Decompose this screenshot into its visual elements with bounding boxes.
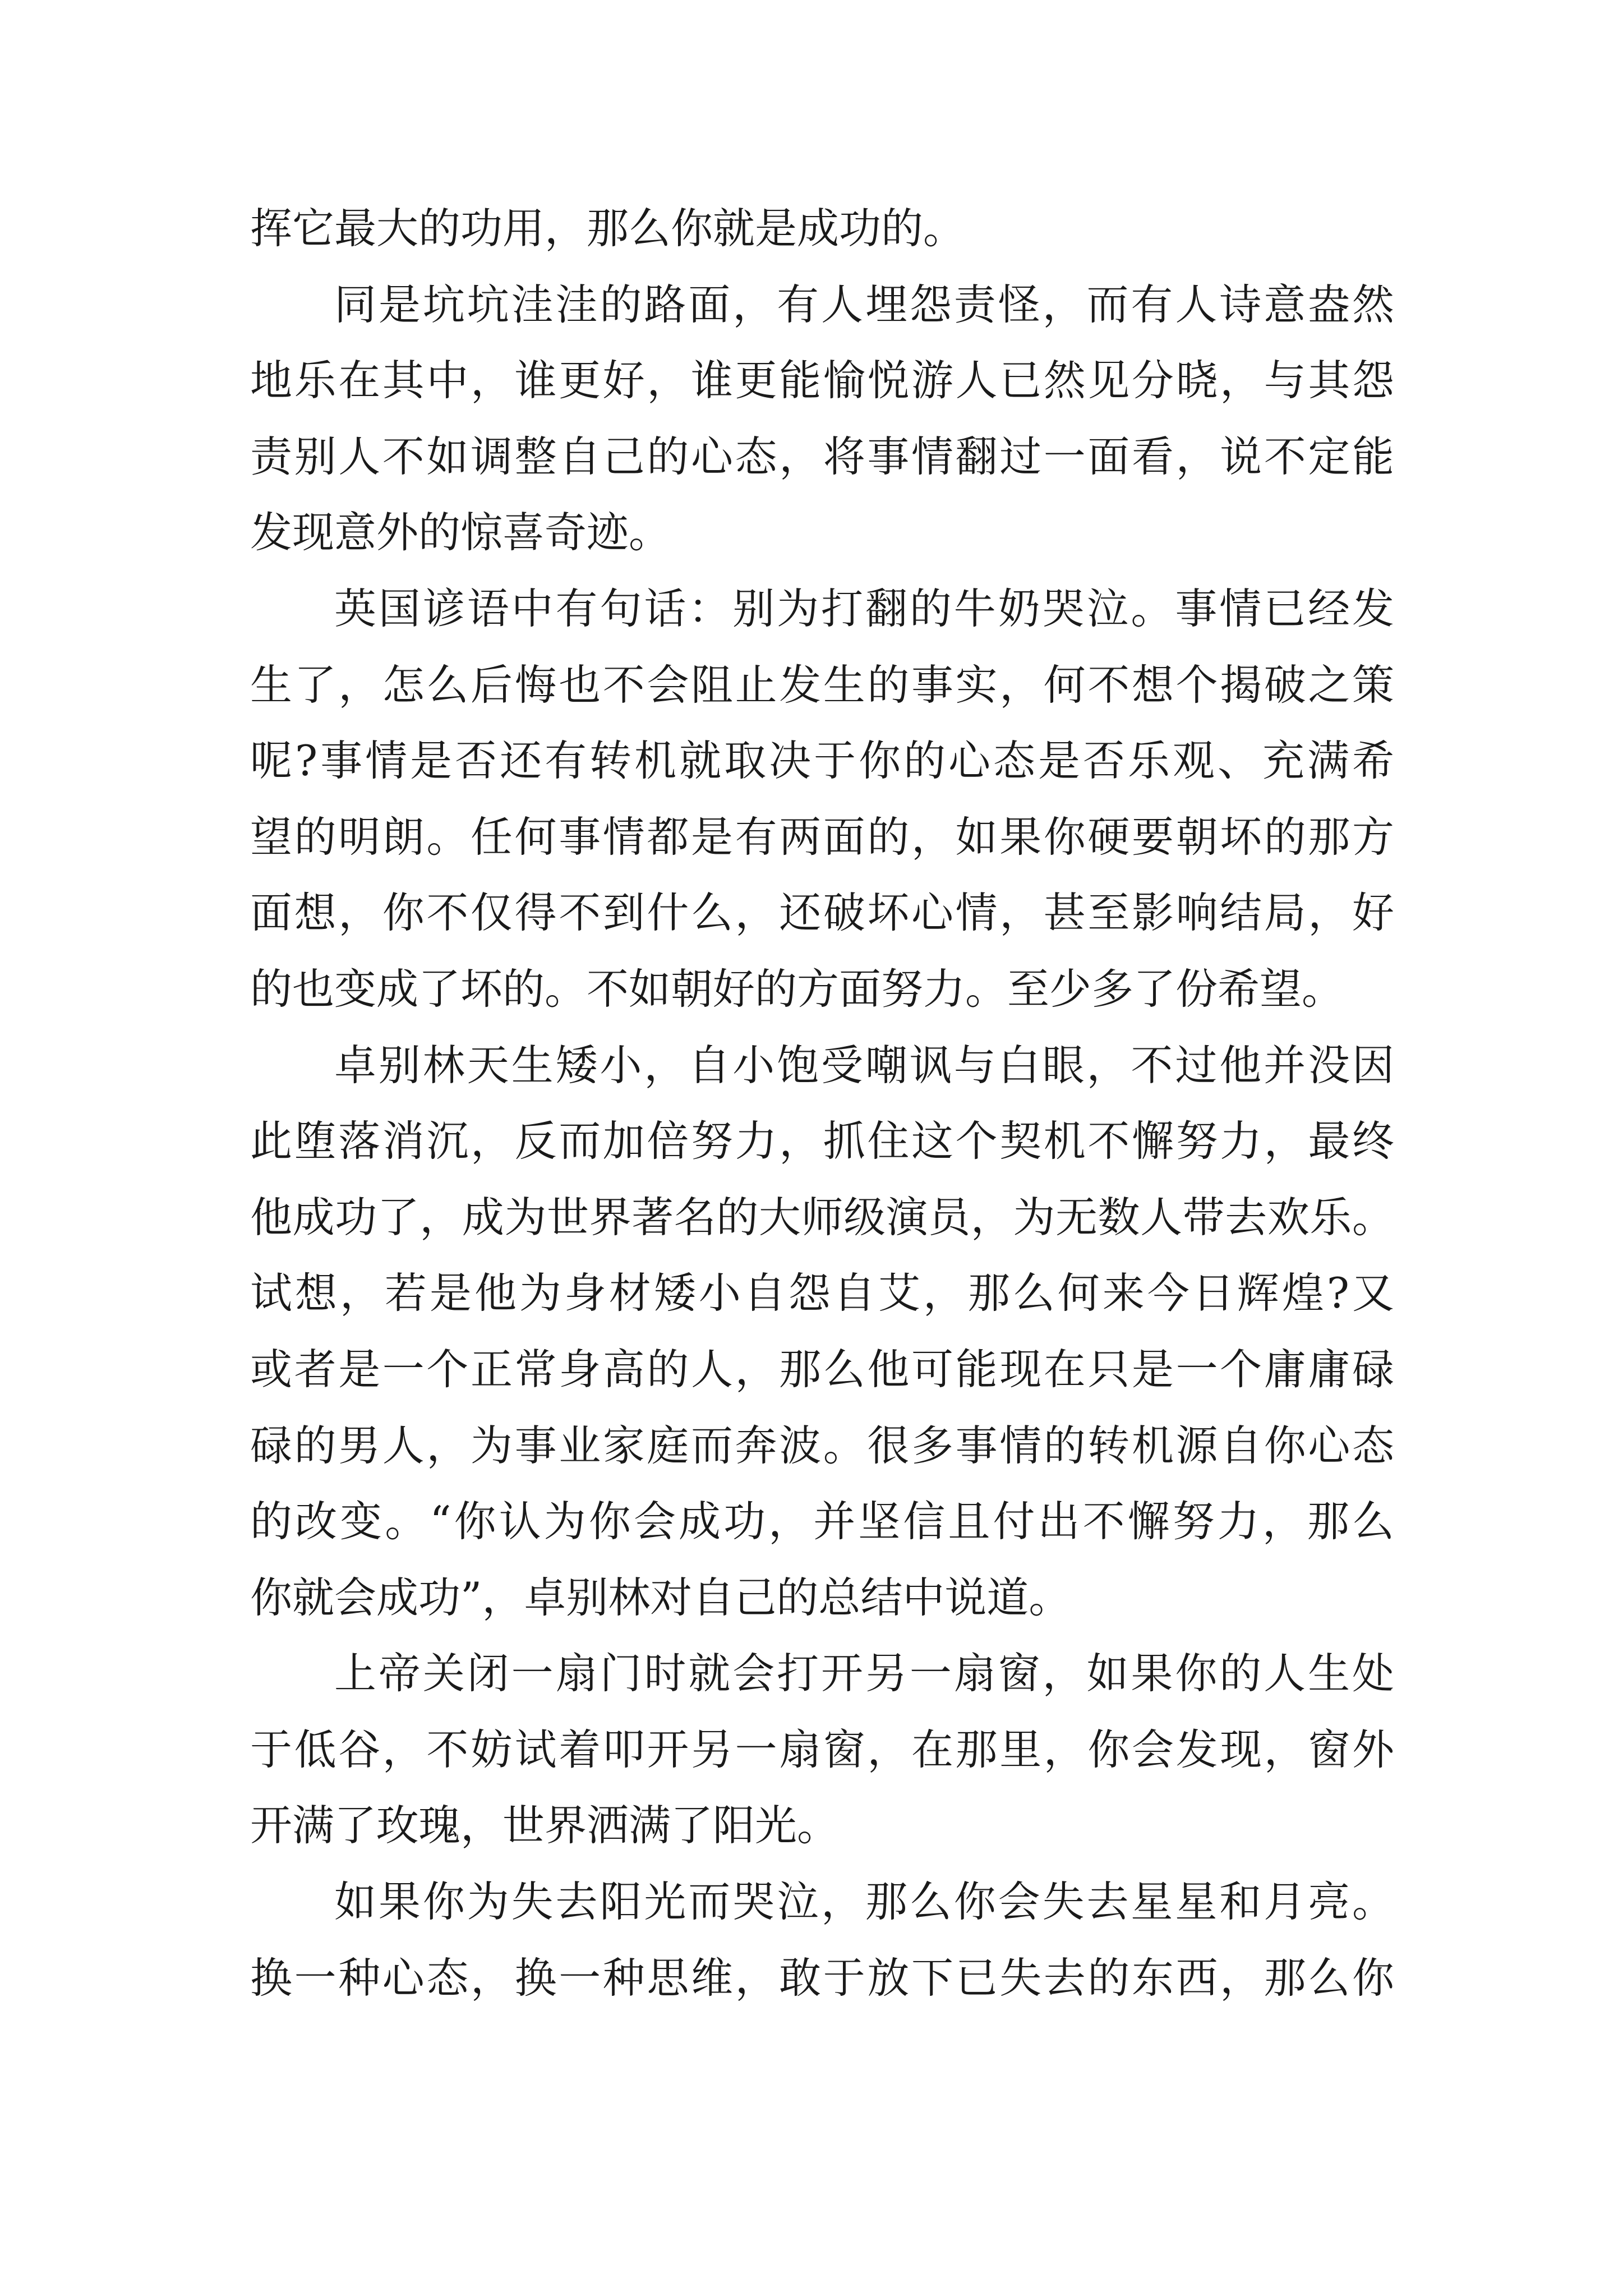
text-line: 上帝关闭一扇门时就会打开另一扇窗，如果你的人生处 — [334, 1649, 1394, 1699]
text-line: 望的明朗。任何事情都是有两面的，如果你硬要朝坏的那方 — [250, 812, 1394, 862]
text-line: 换一种心态，换一种思维，敢于放下已失去的东西，那么你 — [250, 1953, 1394, 2003]
text-line: 英国谚语中有句话：别为打翻的牛奶哭泣。事情已经发 — [334, 583, 1394, 633]
text-line: 开满了玫瑰，世界洒满了阳光。 — [250, 1801, 840, 1851]
text-line: 地乐在其中，谁更好，谁更能愉悦游人已然见分晓，与其怨 — [250, 356, 1394, 406]
text-line: 责别人不如调整自己的心态，将事情翻过一面看，说不定能 — [250, 431, 1394, 481]
text-line: 的也变成了坏的。不如朝好的方面努力。至少多了份希望。 — [250, 964, 1344, 1014]
text-line: 卓别林天生矮小，自小饱受嘲讽与白眼，不过他并没因 — [334, 1040, 1394, 1090]
text-line: 试想，若是他为身材矮小自怨自艾，那么何来今日辉煌?又 — [250, 1268, 1394, 1318]
text-line: 于低谷，不妨试着叩开另一扇窗，在那里，你会发现，窗外 — [250, 1724, 1394, 1774]
text-line: 的改变。“你认为你会成功，并坚信且付出不懈努力，那么 — [250, 1497, 1394, 1547]
text-line: 同是坑坑洼洼的路面，有人埋怨责怪，而有人诗意盎然 — [334, 279, 1394, 329]
text-line: 挥它最大的功用，那么你就是成功的。 — [250, 204, 966, 253]
text-line: 如果你为失去阳光而哭泣，那么你会失去星星和月亮。 — [334, 1877, 1394, 1927]
text-line: 面想，你不仅得不到什么，还破坏心情，甚至影响结局，好 — [250, 888, 1394, 938]
text-line: 呢?事情是否还有转机就取决于你的心态是否乐观、充满希 — [250, 736, 1394, 786]
text-line: 你就会成功”，卓别林对自己的总结中说道。 — [250, 1572, 1071, 1622]
text-line: 他成功了，成为世界著名的大师级演员，为无数人带去欢乐。 — [250, 1192, 1394, 1242]
text-line: 此堕落消沉，反而加倍努力，抓住这个契机不懈努力，最终 — [250, 1116, 1394, 1166]
body-text — [250, 191, 1394, 2016]
text-line: 生了，怎么后悔也不会阻止发生的事实，何不想个揭破之策 — [250, 660, 1394, 710]
text-line: 发现意外的惊喜奇迹。 — [250, 508, 671, 558]
text-line: 碌的男人，为事业家庭而奔波。很多事情的转机源自你心态 — [250, 1420, 1394, 1470]
text-line: 或者是一个正常身高的人，那么他可能现在只是一个庸庸碌 — [250, 1344, 1394, 1394]
